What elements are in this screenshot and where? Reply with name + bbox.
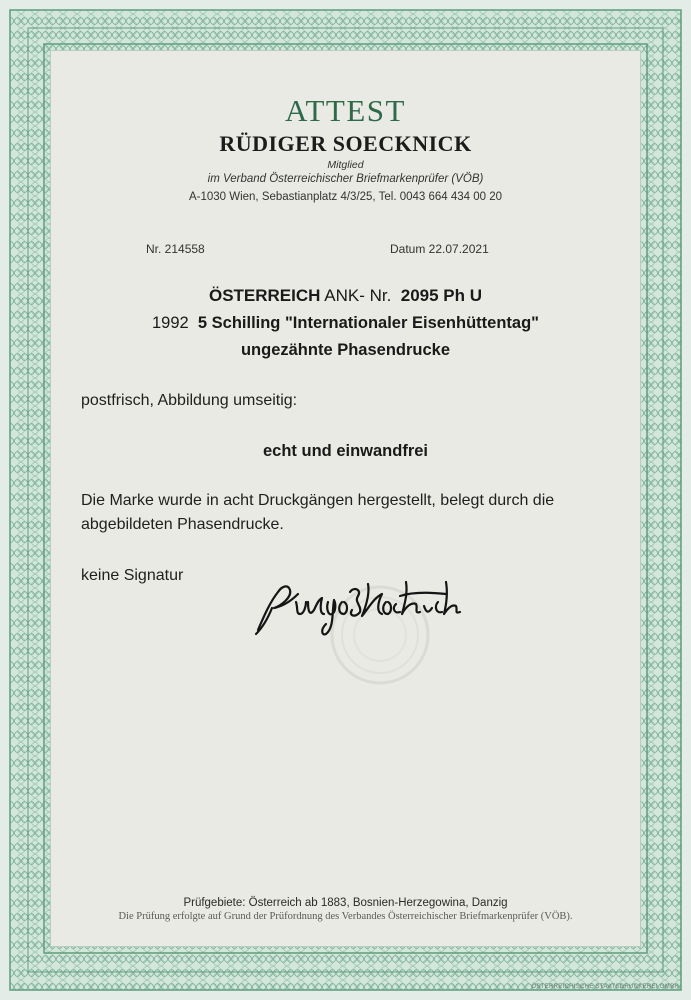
stamp-line: [0, 314, 691, 333]
certificate-number: Nr. 214558: [146, 242, 205, 256]
stamp-title: 5 Schilling "Internationaler Eisenhüttentag": [197, 314, 539, 332]
verdict-text: echt und einwandfrei: [262, 442, 429, 460]
issuer-role: Mitglied: [327, 159, 364, 171]
printer-credit: ÖSTERREICHISCHE STAATSDRUCKEREI GMBH: [531, 984, 679, 990]
condition-text: postfrisch, Abbildung umseitig:: [81, 392, 298, 409]
certificate-date: Datum 22.07.2021: [390, 242, 489, 256]
issuer-address: A-1030 Wien, Sebastianplatz 4/3/25, Tel. 0043 664 434 00 20: [188, 191, 503, 203]
catalog-number: 2095 Ph U: [400, 286, 483, 305]
country-catalog-line: [0, 286, 691, 306]
examination-rules: Die Prüfung erfolgte auf Grund der Prüfordnung des Verbandes Österreichischer Briefmarkenprüfer (VÖB).: [118, 911, 573, 922]
issue-year: 1992: [151, 314, 189, 332]
attest-title: ATTEST: [285, 93, 406, 128]
variety: ungezähnte Phasendrucke: [240, 341, 451, 359]
handwritten-signature: [250, 572, 470, 642]
signature-note: keine Signatur: [81, 567, 184, 584]
remark-line-1: Die Marke wurde in acht Druckgängen hergestellt, belegt durch die: [81, 492, 555, 509]
examination-areas: Prüfgebiete: Österreich ab 1883, Bosnien-Herzegowina, Danzig: [183, 897, 508, 909]
issuer-name: RÜDIGER SOECKNICK: [219, 131, 472, 156]
remark-line-2: abgebildeten Phasendrucke.: [81, 516, 284, 533]
issuer-association: im Verband Österreichischer Briefmarkenprüfer (VÖB): [207, 173, 484, 185]
catalog-prefix: ANK- Nr.: [324, 286, 392, 305]
country-name: ÖSTERREICH: [208, 286, 321, 305]
